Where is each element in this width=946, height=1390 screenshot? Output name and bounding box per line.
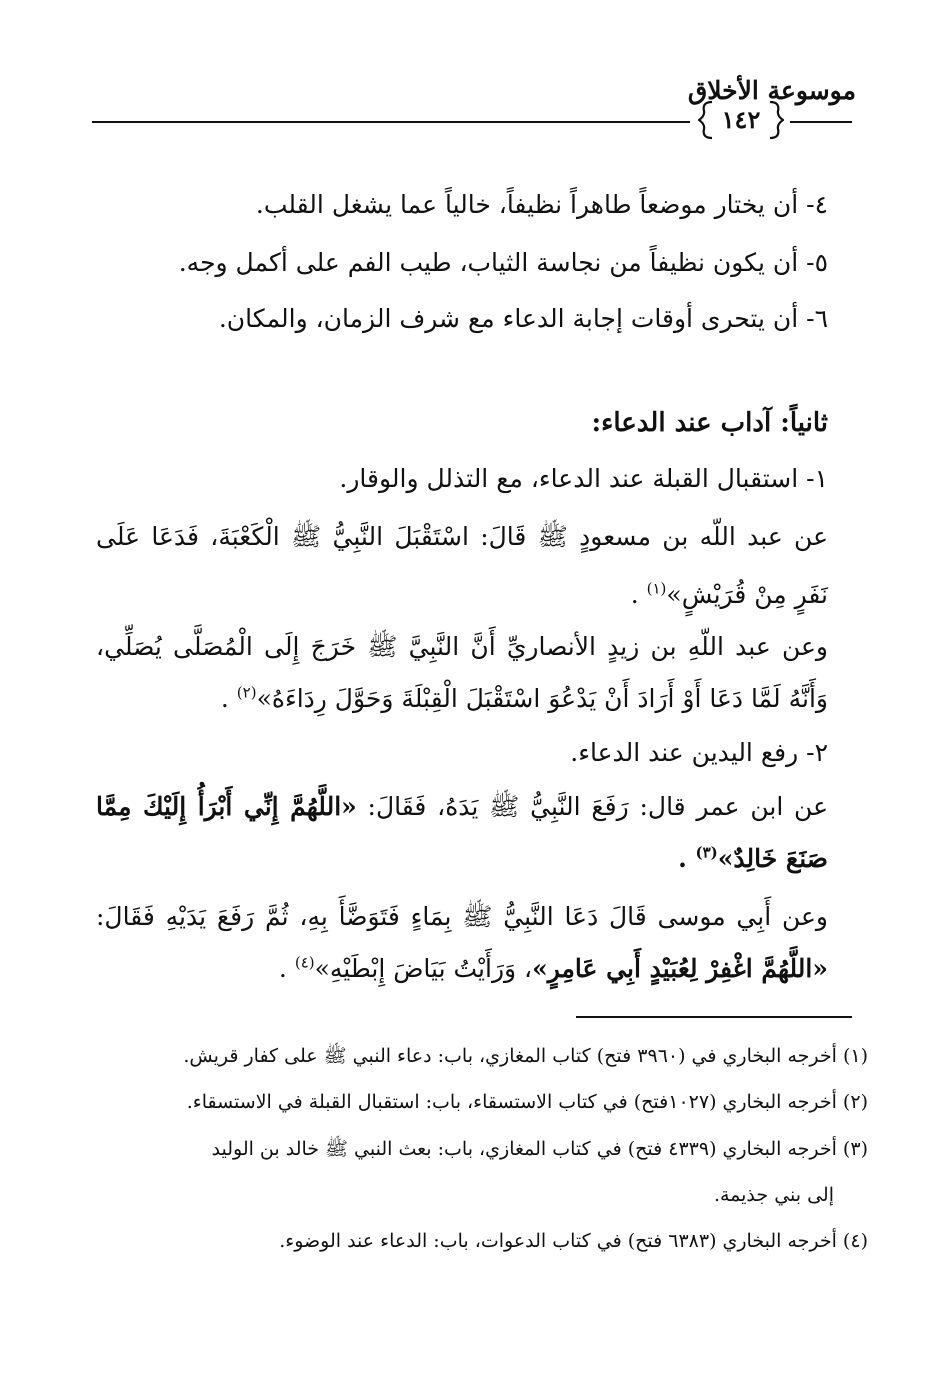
footnote-marker: (٢) <box>236 683 257 702</box>
header-rule <box>92 121 690 123</box>
period: . <box>630 580 639 609</box>
header-rule <box>790 121 852 123</box>
footnote-marker: (١) <box>646 579 667 598</box>
hadith-line: عن عبد اللّه بن مسعودٍ ﷺ قَالَ: اسْتَقْبَلَ النَّبِيُّ ﷺ الْكَعْبَةَ، فَدَعَا عَلَى <box>96 522 828 551</box>
hadith-quote: «اللَّهُمَّ اغْفِرْ لِعُبَيْدٍ أَبِي عَامِرٍ» <box>532 954 828 983</box>
page-number: ١٤٢ <box>721 105 761 134</box>
list-item: ٥- أن يكون نظيفاً من نجاسة الثياب، طيب الفم على أكمل وجه. <box>178 248 828 277</box>
hadith-line: وعن عبد اللّهِ بن زيدٍ الأنصاريِّ أَنَّ النَّبِيَّ ﷺ خَرَجَ إِلَى الْمُصَلَّى يُصَلِّي، <box>96 632 828 661</box>
hadith-line <box>221 682 828 716</box>
list-item: ١- استقبال القبلة عند الدعاء، مع التذلل والوقار. <box>339 464 828 493</box>
hadith-text: عن ابن عمر قال: رَفَعَ النَّبِيُّ ﷺ يَدَهُ، فَقَالَ: <box>356 792 829 821</box>
hadith-text: نَفَرٍ مِنْ قُرَيْشٍ» <box>666 580 828 609</box>
footnote-marker: (٣) <box>695 843 718 862</box>
hadith-line: وعن أَبِي موسى قَالَ دَعَا النَّبِيُّ ﷺ بِمَاءٍ فَتَوَضَّأَ بِهِ، ثُمَّ رَفَعَ يَدَيْهِ فَقَالَ: <box>96 902 828 931</box>
footnote: (١) أخرجه البخاري في (٣٩٦٠ فتح) كتاب المغازي، باب: دعاء النبي ﷺ على كفار قريش. <box>183 1045 868 1067</box>
section-heading: ثانياً: آداب عند الدعاء: <box>591 408 828 438</box>
hadith-line <box>631 578 828 612</box>
running-header-title: موسوعة الأخلاق <box>687 76 856 105</box>
list-item: ٤- أن يختار موضعاً طاهراً نظيفاً، خالياً عما يشغل القلب. <box>255 190 828 219</box>
hadith-text: ، وَرَأَيْتُ بَيَاضَ إِبْطَيْهِ» <box>314 954 533 983</box>
list-item: ٢- رفع اليدين عند الدعاء. <box>570 738 828 767</box>
period: . <box>278 954 287 983</box>
hadith-quote: «اللَّهُمَّ إِنِّي أَبْرَأُ إِلَيْكَ مِمَّا <box>96 792 357 821</box>
list-item: ٦- أن يتحرى أوقات إجابة الدعاء مع شرف الزمان، والمكان. <box>218 304 828 333</box>
footnote-continuation: إلى بني جذيمة. <box>713 1184 834 1206</box>
hadith-line <box>279 952 828 986</box>
footnote-separator <box>576 1016 852 1018</box>
footnote: (٢) أخرجه البخاري (١٠٢٧فتح) في كتاب الاستسقاء، باب: استقبال القبلة في الاستسقاء. <box>186 1091 868 1113</box>
page-number-badge <box>698 99 784 141</box>
hadith-text: وَأَنَّهُ لَمَّا دَعَا أَوْ أَرَادَ أَنْ يَدْعُوَ اسْتَقْبَلَ الْقِبْلَةَ وَحَوَّلَ رِدَاءَهُ» <box>256 684 828 713</box>
hadith-quote: صَنَعَ خَالِدٌ» <box>717 844 828 873</box>
hadith-line <box>96 790 828 824</box>
footnote: (٤) أخرجه البخاري (٦٣٨٣ فتح) في كتاب الدعوات، باب: الدعاء عند الوضوء. <box>279 1230 868 1252</box>
footnote: (٣) أخرجه البخاري (٤٣٣٩ فتح) في كتاب المغازي، باب: بعث النبي ﷺ خالد بن الوليد <box>211 1138 868 1160</box>
footnote-marker: (٤) <box>294 953 315 972</box>
period: . <box>678 844 687 873</box>
period: . <box>220 684 229 713</box>
hadith-line <box>678 842 828 876</box>
